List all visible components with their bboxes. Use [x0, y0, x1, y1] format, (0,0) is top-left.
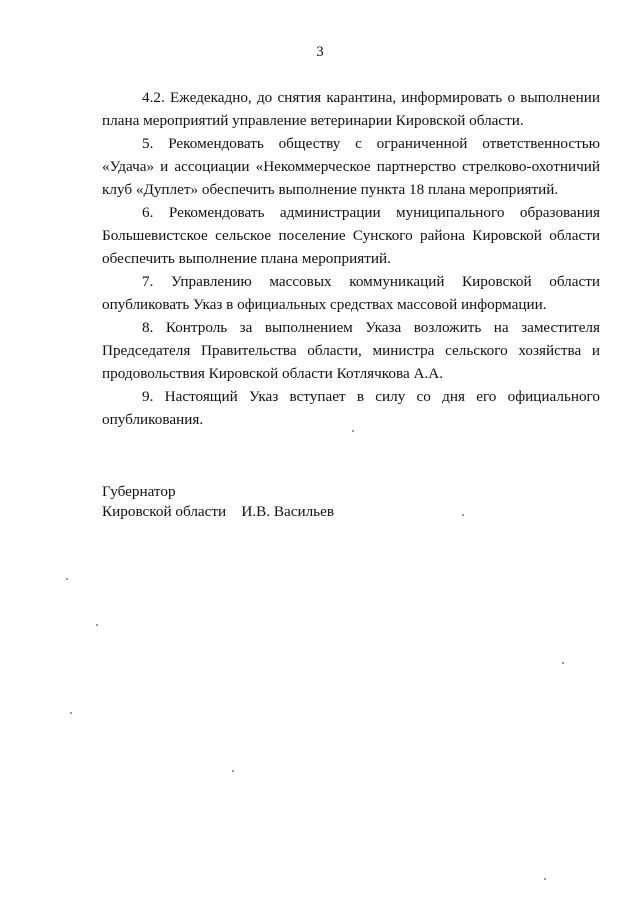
- scan-speck: [96, 624, 98, 626]
- paragraph-6: 6. Рекомендовать администрации муниципального образования Большевистское сельское поселение Сунского района Кировской области обеспечить выполнение плана мероприятий.: [102, 204, 600, 267]
- paragraph-7: 7. Управлению массовых коммуникаций Кировской области опубликовать Указ в официальных средствах массовой информации.: [102, 273, 600, 313]
- scan-speck: [66, 578, 68, 580]
- paragraph-5: 5. Рекомендовать обществу с ограниченной ответственностью «Удача» и ассоциации «Некоммерческое партнерство стрелково-охотничий клуб «Дуплет» обеспечить выполнение пункта 18 плана мероприятий.: [102, 135, 600, 198]
- scan-speck: [232, 770, 234, 772]
- document-body: [102, 86, 600, 431]
- signature-block: [102, 482, 334, 522]
- signature-title: Губернатор: [102, 483, 176, 500]
- scan-speck: [352, 430, 354, 432]
- paragraph-8: 8. Контроль за выполнением Указа возложить на заместителя Председателя Правительства области, министра сельского хозяйства и продовольствия Кировской области Котлячкова А.А.: [102, 319, 600, 382]
- scan-speck: [462, 514, 464, 516]
- page-number: 3: [316, 44, 324, 60]
- paragraph-9: 9. Настоящий Указ вступает в силу со дня его официального опубликования.: [102, 388, 600, 428]
- scan-speck: [544, 878, 546, 880]
- paragraph-4-2: 4.2. Ежедекадно, до снятия карантина, информировать о выполнении плана мероприятий управление ветеринарии Кировской области.: [102, 89, 600, 129]
- scan-speck: [562, 662, 564, 664]
- scan-speck: [70, 712, 72, 714]
- signature-region-and-name: Кировской области И.В. Васильев: [102, 503, 334, 520]
